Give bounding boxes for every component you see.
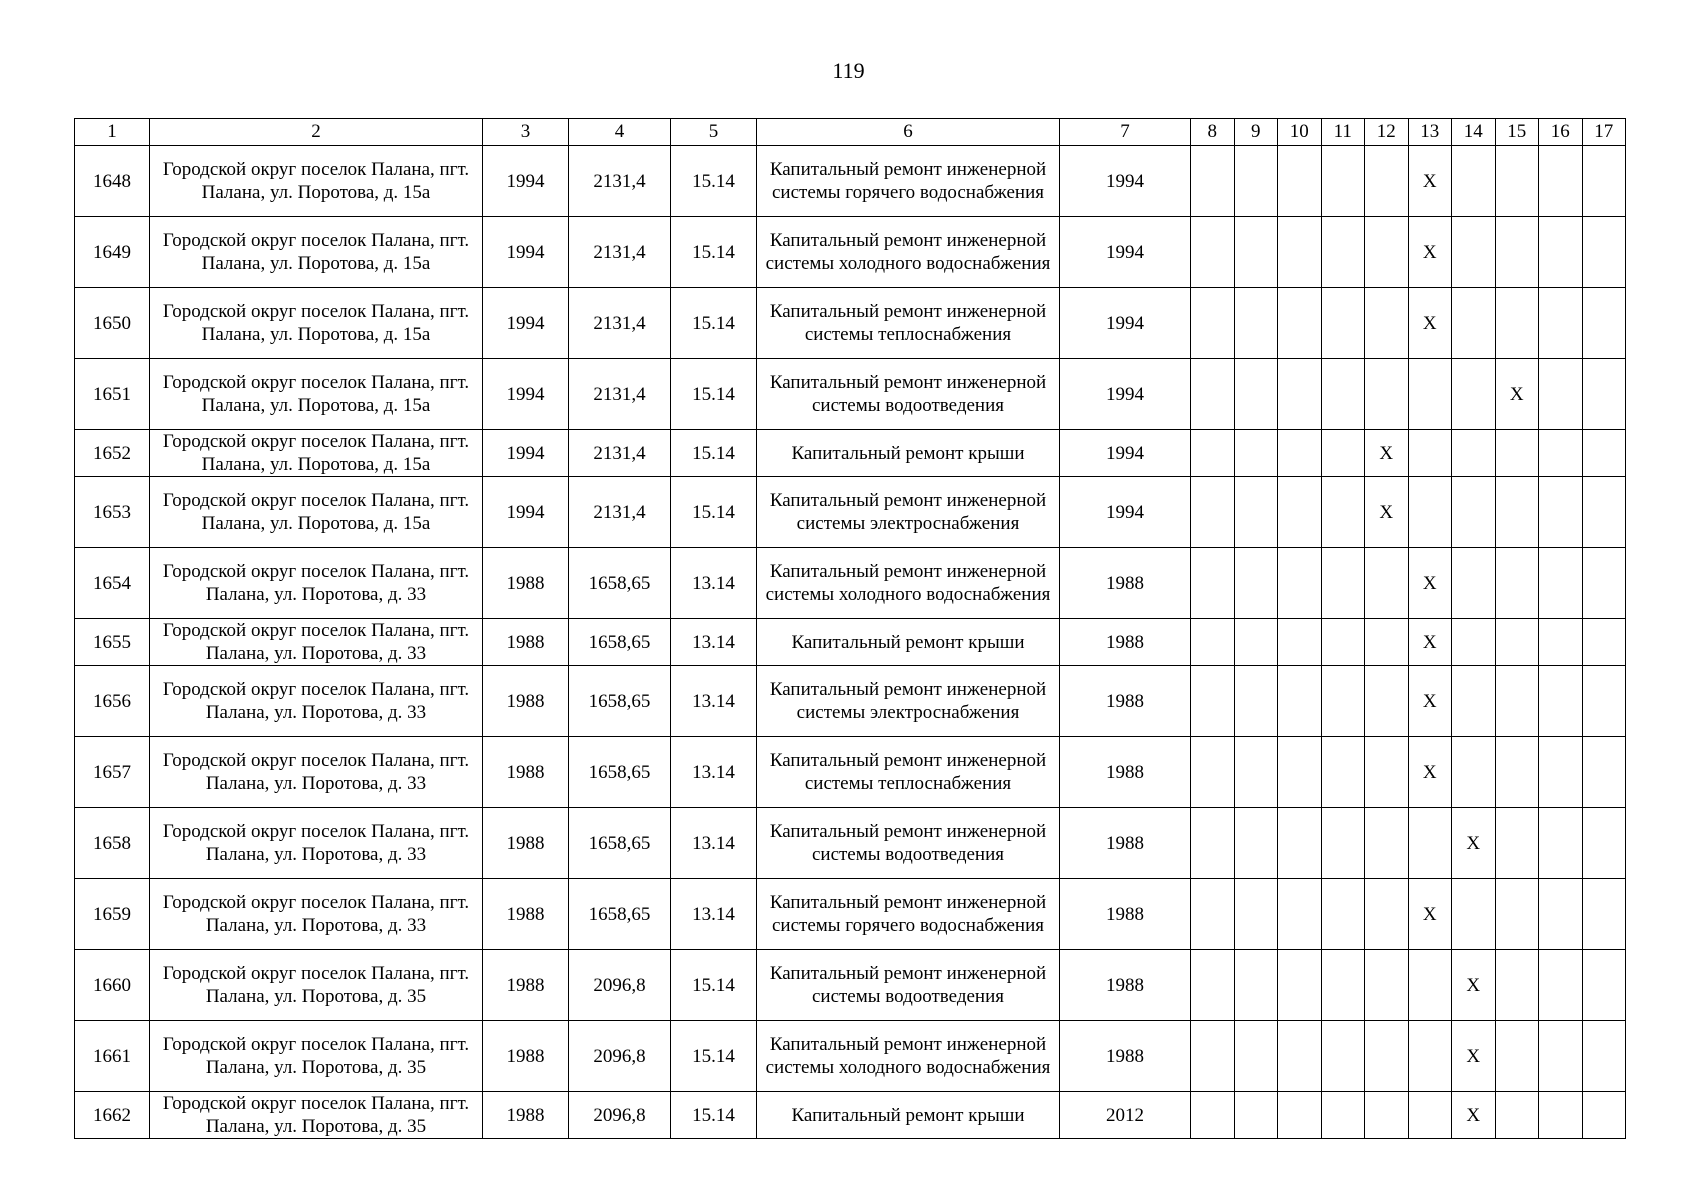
- empty-cell: [1234, 1092, 1278, 1139]
- work-year-cell: 1994: [1060, 146, 1191, 217]
- table-row: [75, 619, 1626, 666]
- column-header: 3: [483, 119, 569, 146]
- mark-cell: X: [1408, 288, 1452, 359]
- build-year-cell: 1988: [483, 808, 569, 879]
- empty-cell: [1539, 1092, 1583, 1139]
- work-year-cell: 1988: [1060, 619, 1191, 666]
- empty-cell: [1234, 666, 1278, 737]
- code-cell: 15.14: [671, 359, 757, 430]
- mark-cell: X: [1408, 146, 1452, 217]
- empty-cell: [1539, 430, 1583, 477]
- code-cell: 15.14: [671, 430, 757, 477]
- empty-cell: [1408, 477, 1452, 548]
- empty-cell: [1495, 1021, 1539, 1092]
- code-cell: 13.14: [671, 666, 757, 737]
- page-number: 119: [832, 58, 865, 83]
- empty-cell: [1452, 619, 1496, 666]
- table-row: [75, 1092, 1626, 1139]
- empty-cell: [1495, 950, 1539, 1021]
- area-cell: 1658,65: [569, 879, 671, 950]
- code-cell: 15.14: [671, 1021, 757, 1092]
- empty-cell: [1452, 430, 1496, 477]
- mark-cell: X: [1365, 430, 1409, 477]
- build-year-cell: 1988: [483, 737, 569, 808]
- empty-cell: [1495, 288, 1539, 359]
- empty-cell: [1539, 666, 1583, 737]
- empty-cell: [1365, 808, 1409, 879]
- area-cell: 2131,4: [569, 288, 671, 359]
- area-cell: 2131,4: [569, 430, 671, 477]
- empty-cell: [1191, 288, 1235, 359]
- empty-cell: [1278, 146, 1322, 217]
- work-year-cell: 1994: [1060, 288, 1191, 359]
- table-row: [75, 950, 1626, 1021]
- table-row: [75, 146, 1626, 217]
- area-cell: 1658,65: [569, 737, 671, 808]
- empty-cell: [1408, 1021, 1452, 1092]
- area-cell: 1658,65: [569, 808, 671, 879]
- mark-cell: X: [1408, 217, 1452, 288]
- empty-cell: [1234, 548, 1278, 619]
- empty-cell: [1278, 1021, 1322, 1092]
- area-cell: 2131,4: [569, 217, 671, 288]
- empty-cell: [1321, 1021, 1365, 1092]
- row-number-cell: 1648: [75, 146, 150, 217]
- empty-cell: [1191, 619, 1235, 666]
- mark-cell: X: [1408, 666, 1452, 737]
- empty-cell: [1452, 217, 1496, 288]
- empty-cell: [1582, 430, 1626, 477]
- empty-cell: [1278, 217, 1322, 288]
- empty-cell: [1321, 950, 1365, 1021]
- column-header: 10: [1278, 119, 1322, 146]
- row-number-cell: 1655: [75, 619, 150, 666]
- empty-cell: [1582, 217, 1626, 288]
- row-number-cell: 1652: [75, 430, 150, 477]
- row-number-cell: 1659: [75, 879, 150, 950]
- column-header: 2: [150, 119, 483, 146]
- empty-cell: [1234, 879, 1278, 950]
- empty-cell: [1234, 217, 1278, 288]
- mark-cell: X: [1452, 950, 1496, 1021]
- build-year-cell: 1988: [483, 950, 569, 1021]
- empty-cell: [1452, 737, 1496, 808]
- empty-cell: [1539, 619, 1583, 666]
- column-header: 4: [569, 119, 671, 146]
- work-year-cell: 1994: [1060, 217, 1191, 288]
- column-header: 15: [1495, 119, 1539, 146]
- code-cell: 15.14: [671, 1092, 757, 1139]
- empty-cell: [1582, 1021, 1626, 1092]
- empty-cell: [1495, 619, 1539, 666]
- empty-cell: [1191, 217, 1235, 288]
- empty-cell: [1582, 548, 1626, 619]
- address-cell: Городской округ поселок Палана, пгт. Палана, ул. Поротова, д. 15а: [150, 430, 483, 477]
- row-number-cell: 1649: [75, 217, 150, 288]
- column-header: 7: [1060, 119, 1191, 146]
- table-row: [75, 217, 1626, 288]
- empty-cell: [1278, 477, 1322, 548]
- empty-cell: [1408, 808, 1452, 879]
- code-cell: 13.14: [671, 737, 757, 808]
- code-cell: 15.14: [671, 950, 757, 1021]
- empty-cell: [1582, 288, 1626, 359]
- mark-cell: X: [1452, 1092, 1496, 1139]
- empty-cell: [1495, 477, 1539, 548]
- empty-cell: [1278, 430, 1322, 477]
- empty-cell: [1234, 477, 1278, 548]
- code-cell: 13.14: [671, 548, 757, 619]
- build-year-cell: 1988: [483, 548, 569, 619]
- column-header: 17: [1582, 119, 1626, 146]
- empty-cell: [1191, 430, 1235, 477]
- build-year-cell: 1994: [483, 288, 569, 359]
- empty-cell: [1321, 217, 1365, 288]
- empty-cell: [1582, 950, 1626, 1021]
- empty-cell: [1582, 146, 1626, 217]
- empty-cell: [1495, 548, 1539, 619]
- work-type-cell: Капитальный ремонт инженерной системы горячего водоснабжения: [757, 146, 1060, 217]
- code-cell: 15.14: [671, 146, 757, 217]
- column-header: 8: [1191, 119, 1235, 146]
- empty-cell: [1321, 808, 1365, 879]
- area-cell: 2096,8: [569, 1021, 671, 1092]
- mark-cell: X: [1452, 808, 1496, 879]
- table-row: [75, 430, 1626, 477]
- empty-cell: [1495, 430, 1539, 477]
- empty-cell: [1539, 477, 1583, 548]
- empty-cell: [1321, 146, 1365, 217]
- area-cell: 2096,8: [569, 1092, 671, 1139]
- work-year-cell: 1988: [1060, 808, 1191, 879]
- address-cell: Городской округ поселок Палана, пгт. Палана, ул. Поротова, д. 35: [150, 1021, 483, 1092]
- empty-cell: [1191, 359, 1235, 430]
- empty-cell: [1365, 1021, 1409, 1092]
- work-type-cell: Капитальный ремонт инженерной системы холодного водоснабжения: [757, 217, 1060, 288]
- area-cell: 2131,4: [569, 477, 671, 548]
- empty-cell: [1321, 1092, 1365, 1139]
- build-year-cell: 1994: [483, 430, 569, 477]
- table-row: [75, 359, 1626, 430]
- empty-cell: [1495, 808, 1539, 879]
- empty-cell: [1365, 666, 1409, 737]
- mark-cell: X: [1408, 737, 1452, 808]
- address-cell: Городской округ поселок Палана, пгт. Палана, ул. Поротова, д. 15а: [150, 359, 483, 430]
- repair-register-table: [74, 118, 1626, 1139]
- empty-cell: [1321, 359, 1365, 430]
- empty-cell: [1191, 1021, 1235, 1092]
- empty-cell: [1321, 666, 1365, 737]
- work-type-cell: Капитальный ремонт инженерной системы холодного водоснабжения: [757, 1021, 1060, 1092]
- row-number-cell: 1651: [75, 359, 150, 430]
- empty-cell: [1539, 217, 1583, 288]
- column-header: 12: [1365, 119, 1409, 146]
- work-type-cell: Капитальный ремонт инженерной системы теплоснабжения: [757, 288, 1060, 359]
- column-header: 16: [1539, 119, 1583, 146]
- empty-cell: [1365, 288, 1409, 359]
- table-row: [75, 737, 1626, 808]
- empty-cell: [1365, 1092, 1409, 1139]
- work-type-cell: Капитальный ремонт инженерной системы теплоснабжения: [757, 737, 1060, 808]
- work-type-cell: Капитальный ремонт инженерной системы холодного водоснабжения: [757, 548, 1060, 619]
- build-year-cell: 1994: [483, 217, 569, 288]
- mark-cell: X: [1408, 619, 1452, 666]
- empty-cell: [1234, 619, 1278, 666]
- empty-cell: [1408, 1092, 1452, 1139]
- work-year-cell: 1988: [1060, 666, 1191, 737]
- work-year-cell: 1994: [1060, 477, 1191, 548]
- empty-cell: [1452, 288, 1496, 359]
- empty-cell: [1321, 430, 1365, 477]
- empty-cell: [1582, 879, 1626, 950]
- empty-cell: [1321, 477, 1365, 548]
- work-type-cell: Капитальный ремонт инженерной системы водоотведения: [757, 950, 1060, 1021]
- area-cell: 2131,4: [569, 146, 671, 217]
- address-cell: Городской округ поселок Палана, пгт. Палана, ул. Поротова, д. 33: [150, 879, 483, 950]
- empty-cell: [1539, 359, 1583, 430]
- empty-cell: [1539, 737, 1583, 808]
- empty-cell: [1278, 1092, 1322, 1139]
- address-cell: Городской округ поселок Палана, пгт. Палана, ул. Поротова, д. 15а: [150, 217, 483, 288]
- build-year-cell: 1994: [483, 359, 569, 430]
- empty-cell: [1539, 808, 1583, 879]
- column-header: 13: [1408, 119, 1452, 146]
- empty-cell: [1495, 146, 1539, 217]
- empty-cell: [1191, 666, 1235, 737]
- empty-cell: [1452, 477, 1496, 548]
- work-year-cell: 1994: [1060, 359, 1191, 430]
- mark-cell: X: [1408, 879, 1452, 950]
- empty-cell: [1191, 879, 1235, 950]
- row-number-cell: 1661: [75, 1021, 150, 1092]
- column-header: 1: [75, 119, 150, 146]
- column-number-row: [75, 119, 1626, 146]
- empty-cell: [1234, 950, 1278, 1021]
- empty-cell: [1321, 737, 1365, 808]
- empty-cell: [1191, 737, 1235, 808]
- work-year-cell: 1994: [1060, 430, 1191, 477]
- empty-cell: [1495, 666, 1539, 737]
- empty-cell: [1278, 879, 1322, 950]
- table-row: [75, 288, 1626, 359]
- empty-cell: [1365, 879, 1409, 950]
- code-cell: 15.14: [671, 288, 757, 359]
- table-body: [75, 146, 1626, 1139]
- empty-cell: [1365, 359, 1409, 430]
- empty-cell: [1539, 1021, 1583, 1092]
- empty-cell: [1278, 950, 1322, 1021]
- table-row: [75, 879, 1626, 950]
- empty-cell: [1539, 548, 1583, 619]
- empty-cell: [1582, 619, 1626, 666]
- empty-cell: [1452, 548, 1496, 619]
- row-number-cell: 1653: [75, 477, 150, 548]
- row-number-cell: 1658: [75, 808, 150, 879]
- build-year-cell: 1988: [483, 619, 569, 666]
- empty-cell: [1234, 808, 1278, 879]
- mark-cell: X: [1495, 359, 1539, 430]
- empty-cell: [1191, 146, 1235, 217]
- work-type-cell: Капитальный ремонт инженерной системы водоотведения: [757, 359, 1060, 430]
- empty-cell: [1278, 808, 1322, 879]
- address-cell: Городской округ поселок Палана, пгт. Палана, ул. Поротова, д. 33: [150, 737, 483, 808]
- empty-cell: [1321, 619, 1365, 666]
- build-year-cell: 1988: [483, 1021, 569, 1092]
- empty-cell: [1191, 950, 1235, 1021]
- mark-cell: X: [1365, 477, 1409, 548]
- empty-cell: [1278, 737, 1322, 808]
- empty-cell: [1452, 666, 1496, 737]
- column-header: 5: [671, 119, 757, 146]
- work-type-cell: Капитальный ремонт инженерной системы горячего водоснабжения: [757, 879, 1060, 950]
- empty-cell: [1582, 737, 1626, 808]
- table-row: [75, 808, 1626, 879]
- empty-cell: [1452, 879, 1496, 950]
- code-cell: 15.14: [671, 477, 757, 548]
- empty-cell: [1321, 288, 1365, 359]
- empty-cell: [1365, 217, 1409, 288]
- address-cell: Городской округ поселок Палана, пгт. Палана, ул. Поротова, д. 33: [150, 808, 483, 879]
- work-type-cell: Капитальный ремонт крыши: [757, 430, 1060, 477]
- column-header: 9: [1234, 119, 1278, 146]
- code-cell: 15.14: [671, 217, 757, 288]
- column-header: 6: [757, 119, 1060, 146]
- row-number-cell: 1657: [75, 737, 150, 808]
- work-type-cell: Капитальный ремонт крыши: [757, 1092, 1060, 1139]
- empty-cell: [1495, 879, 1539, 950]
- empty-cell: [1539, 950, 1583, 1021]
- empty-cell: [1539, 879, 1583, 950]
- table-row: [75, 666, 1626, 737]
- empty-cell: [1278, 359, 1322, 430]
- empty-cell: [1278, 619, 1322, 666]
- empty-cell: [1234, 359, 1278, 430]
- work-type-cell: Капитальный ремонт крыши: [757, 619, 1060, 666]
- empty-cell: [1582, 359, 1626, 430]
- empty-cell: [1365, 737, 1409, 808]
- code-cell: 13.14: [671, 879, 757, 950]
- empty-cell: [1365, 950, 1409, 1021]
- area-cell: 1658,65: [569, 548, 671, 619]
- work-year-cell: 1988: [1060, 1021, 1191, 1092]
- empty-cell: [1365, 548, 1409, 619]
- work-type-cell: Капитальный ремонт инженерной системы электроснабжения: [757, 477, 1060, 548]
- empty-cell: [1278, 288, 1322, 359]
- area-cell: 1658,65: [569, 666, 671, 737]
- empty-cell: [1234, 146, 1278, 217]
- empty-cell: [1408, 359, 1452, 430]
- table-row: [75, 1021, 1626, 1092]
- address-cell: Городской округ поселок Палана, пгт. Палана, ул. Поротова, д. 33: [150, 619, 483, 666]
- empty-cell: [1495, 217, 1539, 288]
- empty-cell: [1495, 737, 1539, 808]
- column-header: 14: [1452, 119, 1496, 146]
- build-year-cell: 1994: [483, 146, 569, 217]
- empty-cell: [1582, 666, 1626, 737]
- empty-cell: [1278, 666, 1322, 737]
- empty-cell: [1278, 548, 1322, 619]
- empty-cell: [1539, 146, 1583, 217]
- address-cell: Городской округ поселок Палана, пгт. Палана, ул. Поротова, д. 33: [150, 548, 483, 619]
- row-number-cell: 1656: [75, 666, 150, 737]
- work-type-cell: Капитальный ремонт инженерной системы электроснабжения: [757, 666, 1060, 737]
- empty-cell: [1495, 1092, 1539, 1139]
- empty-cell: [1191, 1092, 1235, 1139]
- empty-cell: [1408, 950, 1452, 1021]
- row-number-cell: 1662: [75, 1092, 150, 1139]
- empty-cell: [1321, 548, 1365, 619]
- column-header: 11: [1321, 119, 1365, 146]
- empty-cell: [1191, 477, 1235, 548]
- table-row: [75, 548, 1626, 619]
- work-year-cell: 2012: [1060, 1092, 1191, 1139]
- empty-cell: [1408, 430, 1452, 477]
- empty-cell: [1191, 548, 1235, 619]
- table-row: [75, 477, 1626, 548]
- work-year-cell: 1988: [1060, 950, 1191, 1021]
- work-type-cell: Капитальный ремонт инженерной системы водоотведения: [757, 808, 1060, 879]
- empty-cell: [1191, 808, 1235, 879]
- empty-cell: [1365, 146, 1409, 217]
- work-year-cell: 1988: [1060, 879, 1191, 950]
- row-number-cell: 1660: [75, 950, 150, 1021]
- address-cell: Городской округ поселок Палана, пгт. Палана, ул. Поротова, д. 15а: [150, 288, 483, 359]
- empty-cell: [1582, 477, 1626, 548]
- build-year-cell: 1994: [483, 477, 569, 548]
- work-year-cell: 1988: [1060, 548, 1191, 619]
- build-year-cell: 1988: [483, 1092, 569, 1139]
- address-cell: Городской округ поселок Палана, пгт. Палана, ул. Поротова, д. 15а: [150, 146, 483, 217]
- empty-cell: [1539, 288, 1583, 359]
- empty-cell: [1582, 1092, 1626, 1139]
- empty-cell: [1452, 146, 1496, 217]
- address-cell: Городской округ поселок Палана, пгт. Палана, ул. Поротова, д. 15а: [150, 477, 483, 548]
- code-cell: 13.14: [671, 808, 757, 879]
- row-number-cell: 1654: [75, 548, 150, 619]
- address-cell: Городской округ поселок Палана, пгт. Палана, ул. Поротова, д. 33: [150, 666, 483, 737]
- area-cell: 2096,8: [569, 950, 671, 1021]
- area-cell: 1658,65: [569, 619, 671, 666]
- work-year-cell: 1988: [1060, 737, 1191, 808]
- area-cell: 2131,4: [569, 359, 671, 430]
- mark-cell: X: [1452, 1021, 1496, 1092]
- empty-cell: [1234, 1021, 1278, 1092]
- empty-cell: [1234, 430, 1278, 477]
- empty-cell: [1234, 288, 1278, 359]
- row-number-cell: 1650: [75, 288, 150, 359]
- address-cell: Городской округ поселок Палана, пгт. Палана, ул. Поротова, д. 35: [150, 1092, 483, 1139]
- address-cell: Городской округ поселок Палана, пгт. Палана, ул. Поротова, д. 35: [150, 950, 483, 1021]
- code-cell: 13.14: [671, 619, 757, 666]
- empty-cell: [1582, 808, 1626, 879]
- build-year-cell: 1988: [483, 879, 569, 950]
- mark-cell: X: [1408, 548, 1452, 619]
- build-year-cell: 1988: [483, 666, 569, 737]
- empty-cell: [1365, 619, 1409, 666]
- empty-cell: [1321, 879, 1365, 950]
- empty-cell: [1452, 359, 1496, 430]
- empty-cell: [1234, 737, 1278, 808]
